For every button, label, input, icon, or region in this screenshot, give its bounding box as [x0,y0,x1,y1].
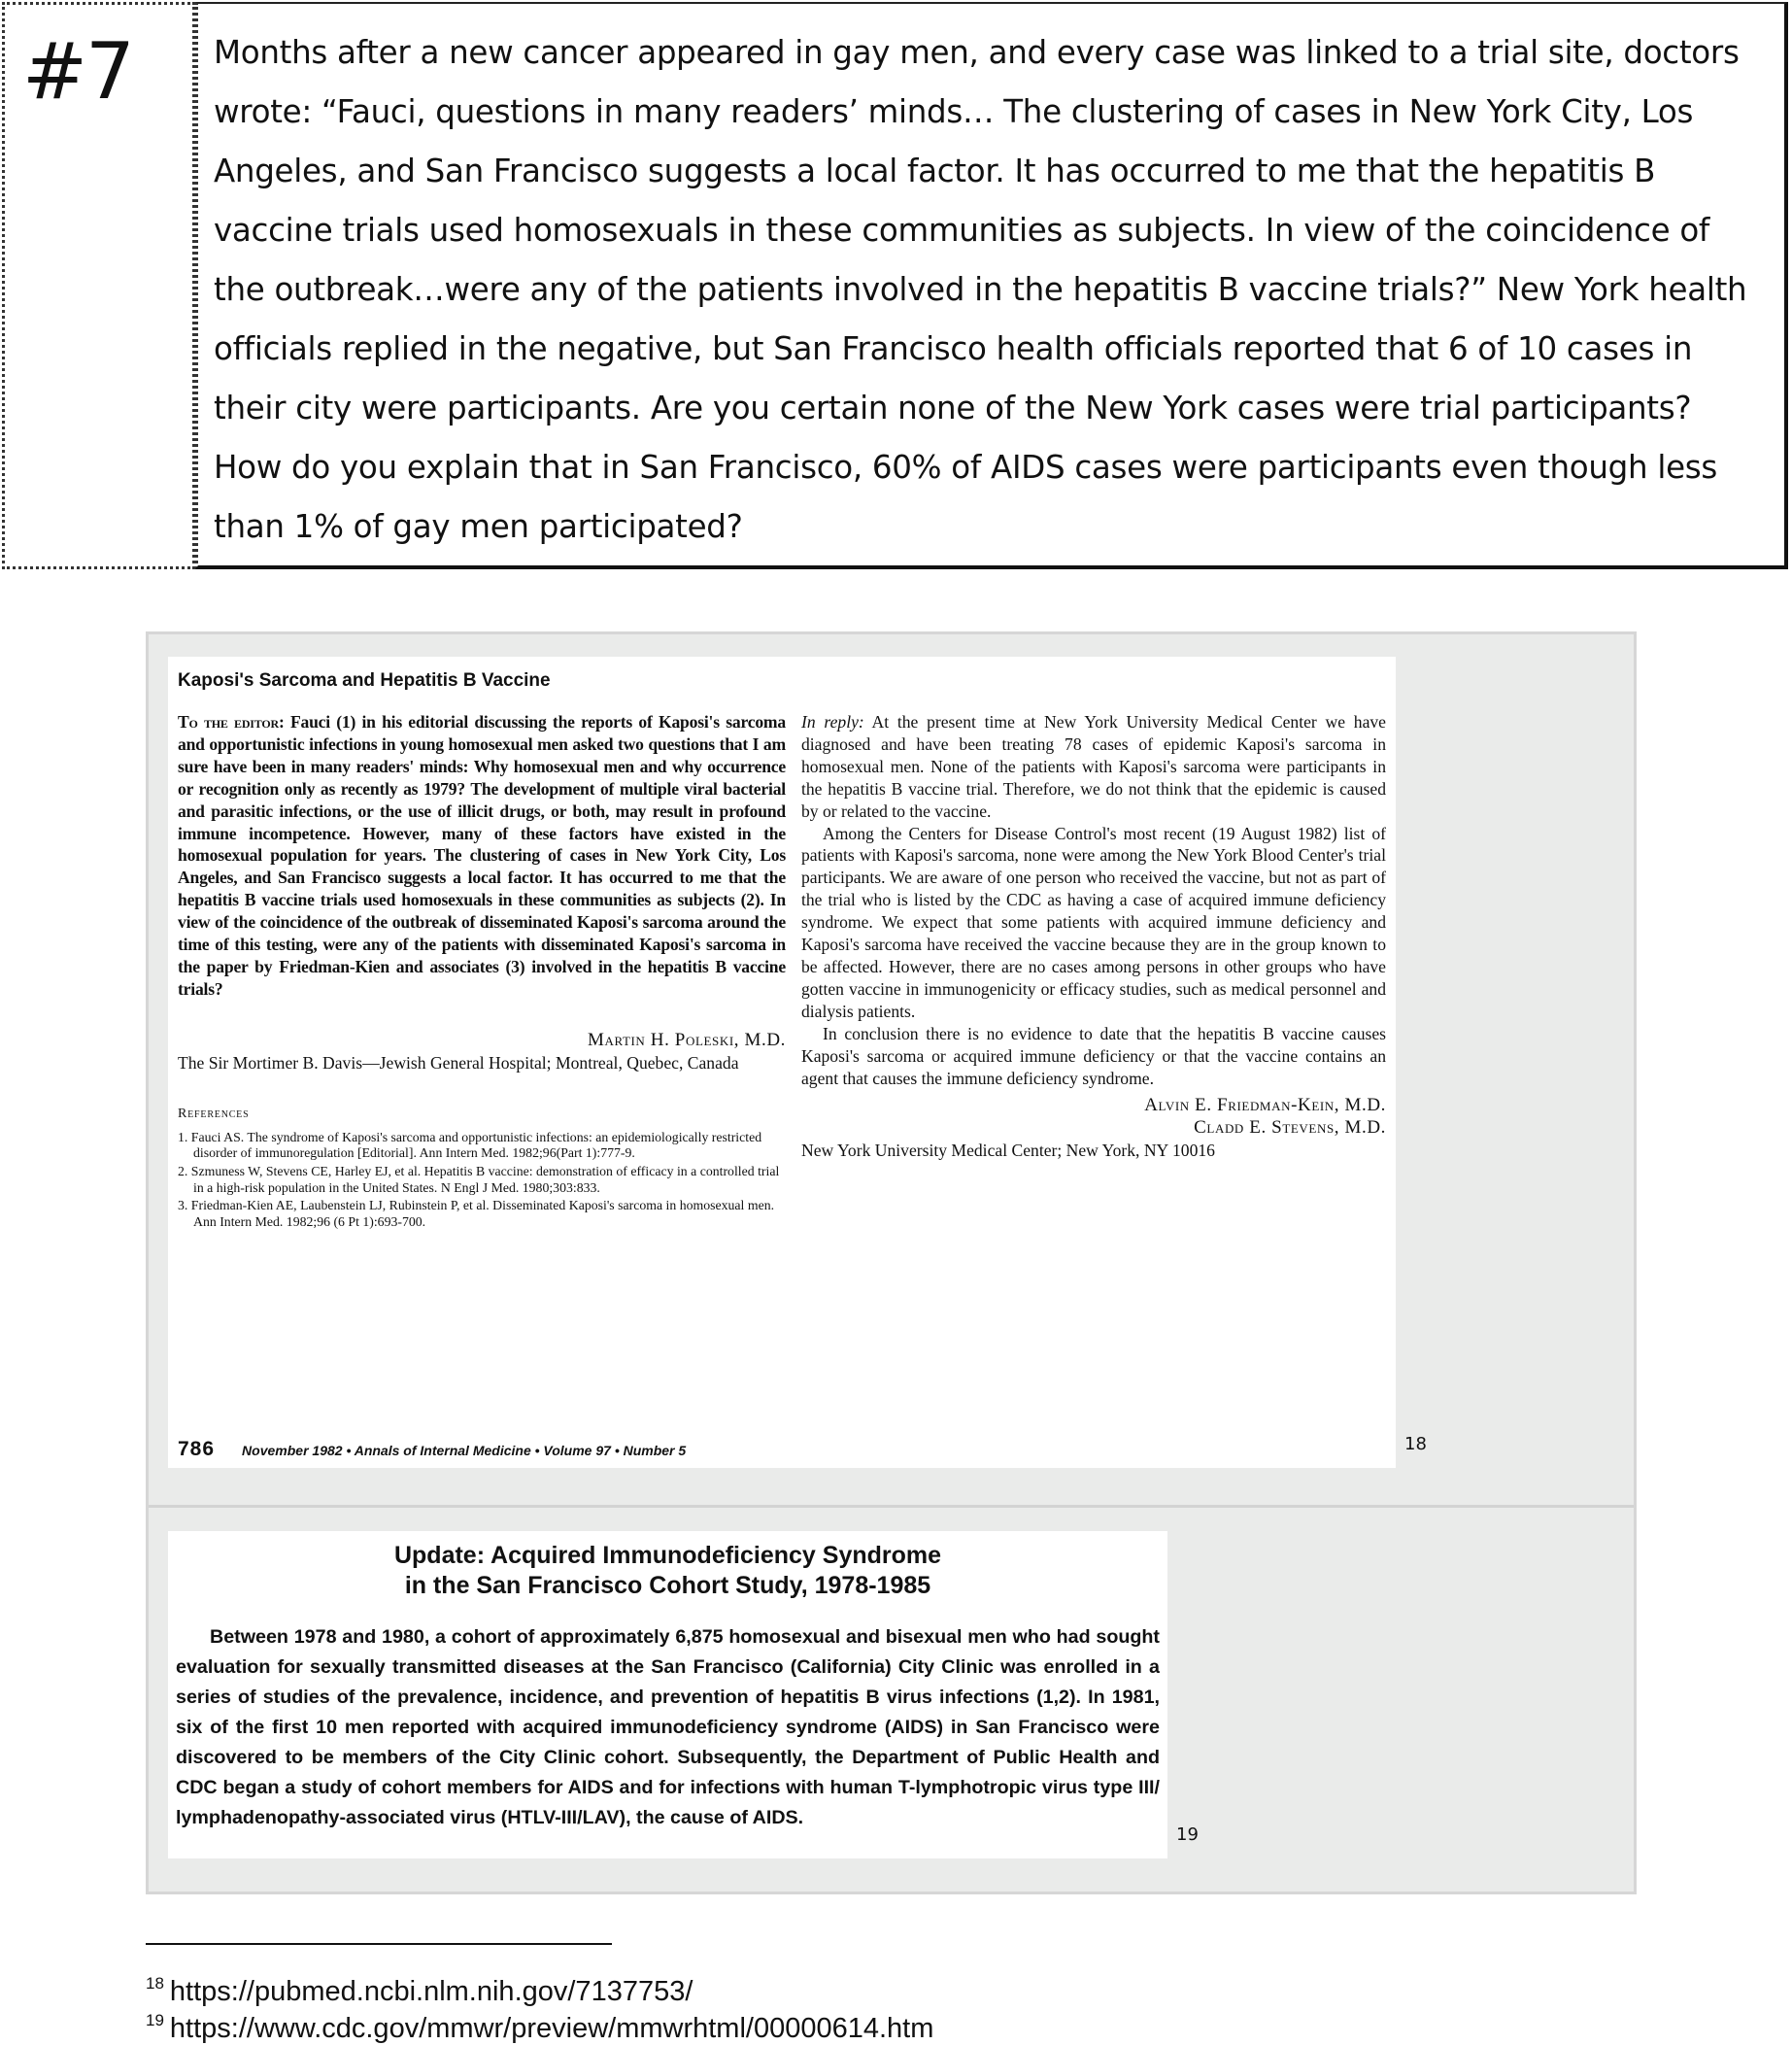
footnote-marker-18: 18 [1404,1434,1427,1454]
reply-signature-1: Alvin E. Friedman-Kein, M.D. [1144,1095,1386,1116]
page-number: 786 [178,1438,216,1460]
mmwr-title-line-1: Update: Acquired Immunodeficiency Syndrome [393,1542,942,1569]
footnote-marker-19: 19 [1176,1824,1199,1845]
reply-paragraph-3: In conclusion there is no evidence to date that the hepatitis B vaccine causes Kaposi's sarcoma or acquired immune deficiency or that the vaccine contains an agent that causes the immune deficiency syndrome. [801,1023,1386,1088]
footnote-18 [146,1967,693,2008]
reply-signature-2: Cladd E. Stevens, M.D. [1194,1117,1386,1139]
journal-line: November 1982 • Annals of Internal Medicine • Volume 97 • Number 5 [242,1443,687,1458]
mmwr-clipping [168,1531,1167,1858]
letter-left-column [178,711,786,1233]
reply-affiliation: New York University Medical Center; New York, NY 10016 [801,1141,1215,1161]
question-text: Months after a new cancer appeared in gay men, and every case was linked to a trial site, doctors wrote: “Fauci, questions in many readers’ minds… The clustering of cases in New York City, Los Angeles, and San Francisco suggests a local factor. It has occurred to me that the hepatitis B vaccine trials used homosexuals in these communities as subjects. In view of the coincidence of the outbreak…were any of the patients involved in the hepatitis B vaccine trials?” New York health officials replied in the negative, but San Francisco health officials reported that 6 of 10 cases in their city were participants. Are you certain none of the New York cases were trial participants? How do you explain that in San Francisco, 60% of AIDS cases were participants even though less than 1% of gay men participated? [214,34,1747,545]
reply-lead: In reply: [801,712,864,732]
footnote-19-marker: 19 [146,2011,164,2029]
reference-item: 1. Fauci AS. The syndrome of Kaposi's sarcoma and opportunistic infections: an epidemiologically restricted disorder of immunoregulation [Editorial]. Ann Intern Med. 1982;96(Part 1):777-9. [178,1129,762,1161]
question-number-cell [2,2,195,569]
footnote-19 [146,2004,933,2045]
panel-divider [149,1505,1634,1508]
reference-item: 2. Szmuness W, Stevens CE, Harley EJ, et al. Hepatitis B vaccine: demonstration of efficacy in a controlled trial in a high-risk population in the United States. N Engl J Med. 1980;303:833. [178,1163,780,1195]
mmwr-title [176,1541,1160,1601]
reference-item: 3. Friedman-Kien AE, Laubenstein LJ, Rubinstein P, et al. Disseminated Kaposi's sarcoma in homosexual men. Ann Intern Med. 1982;96 (6 Pt 1):693-700. [178,1198,775,1230]
poleski-letter [178,711,786,1001]
question-number: #7 [22,26,133,117]
letter-right-column [801,711,1386,1162]
letter-body: Fauci (1) in his editorial discussing the reports of Kaposi's sarcoma and opportunistic infections in young homosexual men asked two questions that I am sure have been in many readers' minds: Why homosexual men and why occurrence or recognition only as recently as 1979? The development of multiple viral bacterial and parasitic infections, or the use of illicit drugs, or both, may result in profound immune incompetence. However, many of these factors have existed in the homosexual population for years. The clustering of cases in New York City, Los Angeles, and San Francisco suggests a local factor. It has occurred to me that the hepatitis B vaccine trials used homosexuals in these communities as subjects (2). In view of the coincidence of the outbreak of disseminated Kaposi's sarcoma around the time of this testing, were any of the patients with disseminated Kaposi's sarcoma in the paper by Friedman-Kien and associates (3) involved in the hepatitis B vaccine trials? [178,712,786,999]
footnote-18-marker: 18 [146,1974,164,1993]
letter-lead: To the editor: [178,712,285,732]
footnote-19-link[interactable]: https://www.cdc.gov/mmwr/preview/mmwrhtml/00000614.htm [169,2013,934,2044]
mmwr-title-line-2: in the San Francisco Cohort Study, 1978-1985 [404,1572,931,1599]
reply-p1-text: At the present time at New York University Medical Center we have diagnosed and have been treating 78 cases of epidemic Kaposi's sarcoma in homosexual men. None of the patients with Kaposi's sarcoma were participants in the hepatitis B vaccine trial. Therefore, we do not think that the epidemic is caused by or related to the vaccine. [801,712,1386,821]
evidence-panel [146,631,1637,1894]
annals-letter-clipping [168,657,1396,1468]
reply-paragraph-2: Among the Centers for Disease Control's most recent (19 August 1982) list of patients with Kaposi's sarcoma, none were among the New York Blood Center's trial participants. We are aware of one person who received the vaccine, but not as part of the trial who is listed by the CDC as having a case of acquired immune deficiency syndrome. We expect that some patients with acquired immune deficiency and Kaposi's sarcoma have received the vaccine because they are in the group known to be affected. However, there are no cases among persons in other groups who have gotten vaccine in immunogenicity or efficacy studies, such as medical personnel and dialysis patients. [801,823,1386,1021]
poleski-signature: Martin H. Poleski, M.D. [587,1029,786,1050]
reply-paragraph-1 [801,711,1386,823]
question-text-cell [195,2,1788,569]
footnote-rule [146,1943,612,1945]
journal-footer [178,1438,1246,1461]
references-title: References [178,1106,250,1121]
letter-title: Kaposi's Sarcoma and Hepatitis B Vaccine [178,670,551,691]
question-box [2,2,1788,569]
footnote-18-link[interactable]: https://pubmed.ncbi.nlm.nih.gov/7137753/ [169,1976,693,2007]
mmwr-body: Between 1978 and 1980, a cohort of approximately 6,875 homosexual and bisexual men who had sought evaluation for sexually transmitted diseases at the San Francisco (California) City Clinic was enrolled in a series of studies of the prevalence, incidence, and prevention of hepatitis B virus infections (1,2). In 1981, six of the first 10 men reported with acquired immunodeficiency syndrome (AIDS) in San Francisco were discovered to be members of the City Clinic cohort. Subsequently, the Department of Public Health and CDC began a study of cohort members for AIDS and for infections with human T-lymphotropic virus type III/ lymphadenopathy-associated virus (HTLV-III/LAV), the cause of AIDS. [176,1626,1160,1828]
poleski-affiliation: The Sir Mortimer B. Davis—Jewish General Hospital; Montreal, Quebec, Canada [178,1052,739,1073]
